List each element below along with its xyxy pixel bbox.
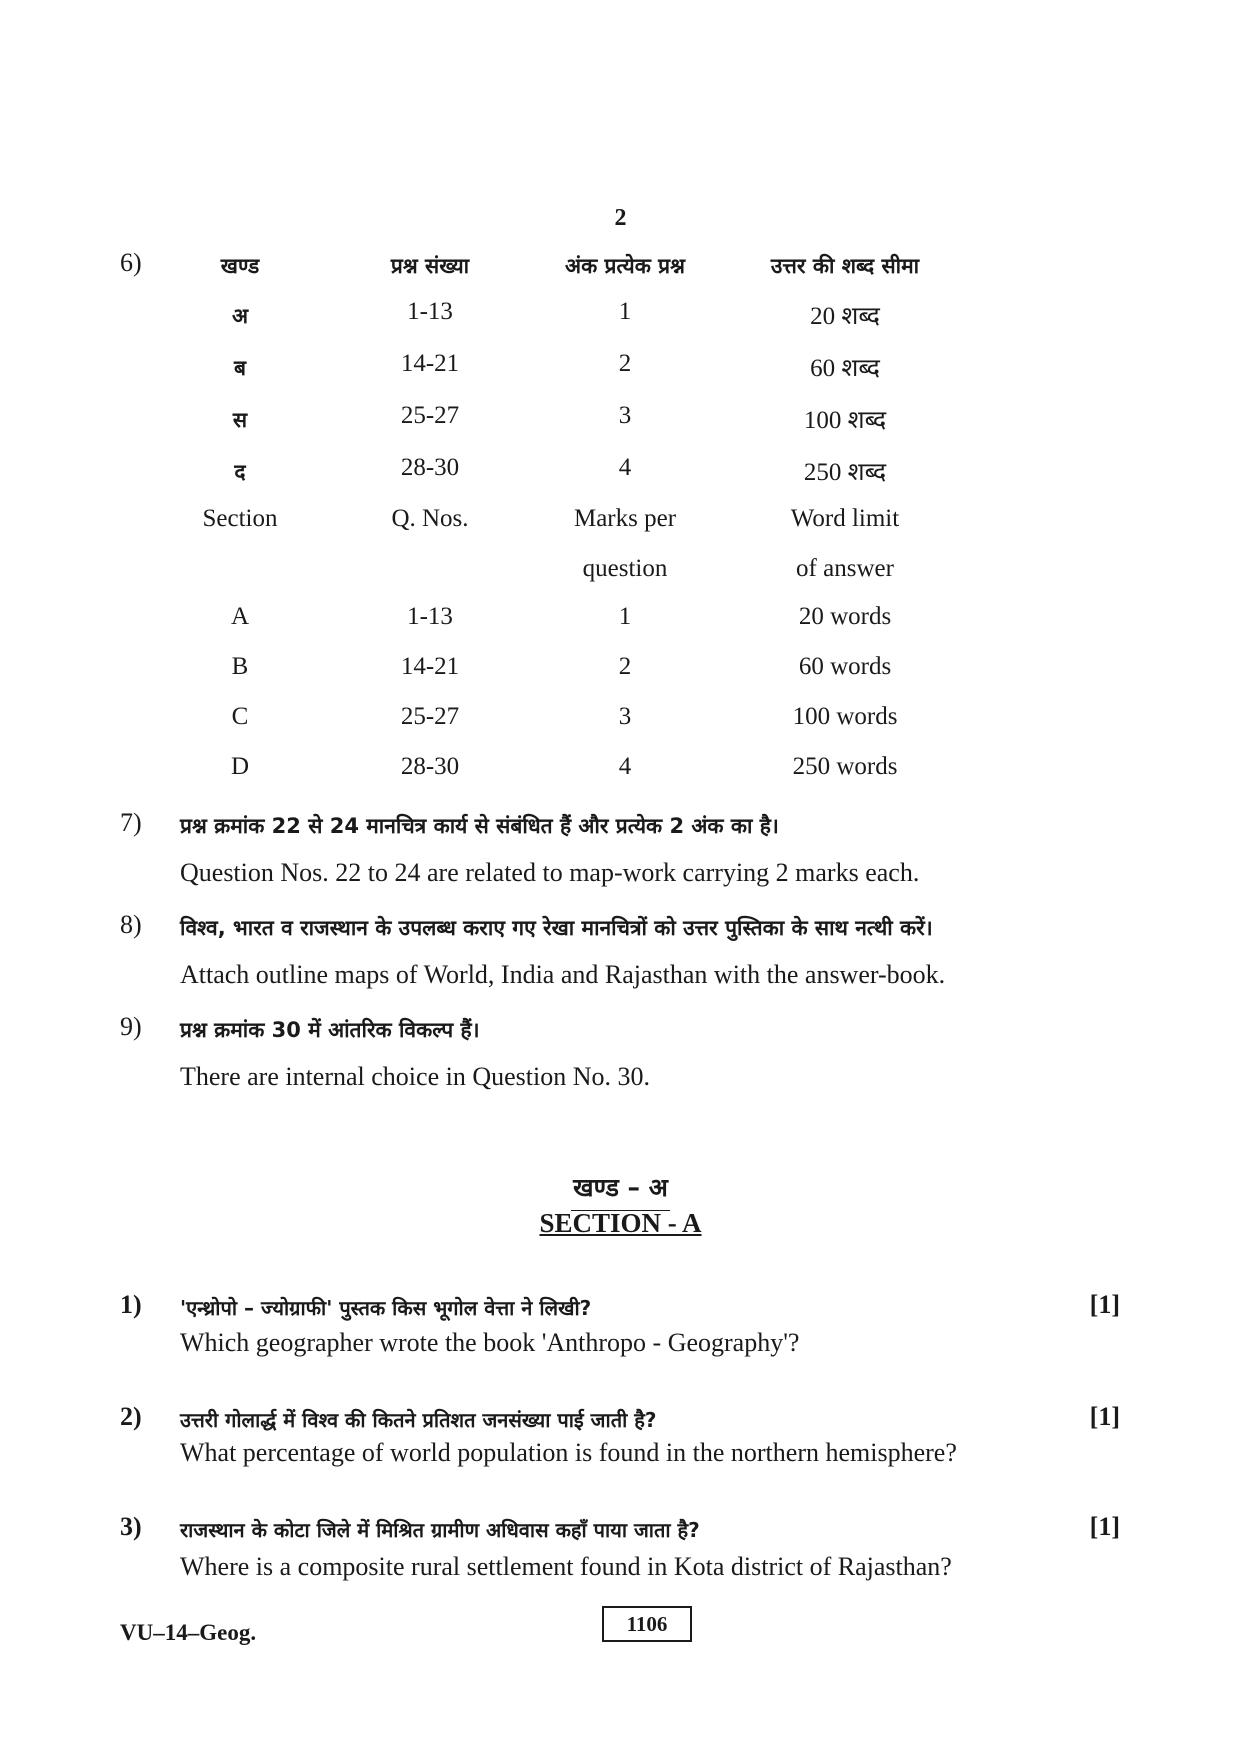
table-cell: 3 [618, 703, 632, 730]
header-hi-qnos: प्रश्न संख्या [390, 254, 470, 278]
page-number: 2 [614, 205, 627, 231]
table-cell: B [231, 653, 249, 680]
header-en-section: Section [202, 505, 278, 532]
question-marks: [1] [1089, 1290, 1120, 1319]
instruction-9-hindi: प्रश्न क्रमांक 30 में आंतरिक विकल्प हैं। [180, 1018, 480, 1042]
instruction-7-number: 7) [120, 808, 142, 837]
table-cell: 20 words [798, 603, 892, 630]
header-en-wordlimit: Word limit [790, 505, 900, 532]
table-cell: A [230, 603, 250, 630]
table-cell: D [230, 753, 250, 780]
table-cell: 14-21 [400, 350, 460, 377]
question-number: 3) [120, 1512, 142, 1541]
instruction-7-english: Question Nos. 22 to 24 are related to map-work carrying 2 marks each. [180, 858, 920, 887]
question-hindi: राजस्थान के कोटा जिले में मिश्रित ग्रामीण अधिवास कहाँ पाया जाता है? [180, 1518, 700, 1542]
table-cell: 4 [618, 454, 632, 481]
section-heading-english: SECTION - A [539, 1208, 702, 1238]
table-cell: 1 [618, 298, 632, 325]
question-hindi: उत्तरी गोलार्द्ध में विश्व की कितने प्रतिशत जनसंख्या पाई जाती है? [180, 1408, 657, 1432]
table-cell: 1-13 [407, 603, 453, 630]
table-cell: 25-27 [400, 402, 460, 429]
table-cell: 1-13 [407, 298, 453, 325]
table-cell: 20 शब्द [810, 303, 880, 330]
table-cell: ब [234, 356, 246, 380]
header-en-wordlimit-line2: of answer [796, 555, 894, 582]
question-english: What percentage of world population is found in the northern hemisphere? [180, 1438, 957, 1467]
header-hi-wordlimit: उत्तर की शब्द सीमा [770, 254, 920, 278]
question-hindi: 'एन्थ्रोपो – ज्योग्राफी' पुस्तक किस भूगोल वेत्ता ने लिखी? [180, 1296, 592, 1320]
table-cell: 250 शब्द [803, 459, 887, 486]
instruction-8-hindi: विश्व, भारत व राजस्थान के उपलब्ध कराए गए रेखा मानचित्रों को उत्तर पुस्तिका के साथ नत्थी करें। [180, 916, 933, 940]
table-cell: 4 [618, 753, 632, 780]
question-english: Where is a composite rural settlement found in Kota district of Rajasthan? [180, 1552, 952, 1581]
table-cell: 250 words [792, 753, 898, 780]
paper-code: VU–14–Geog. [120, 1620, 257, 1645]
question-english: Which geographer wrote the book 'Anthropo - Geography'? [180, 1328, 800, 1357]
header-en-marks: Marks per [573, 505, 677, 532]
header-hi-section: खण्ड [220, 254, 260, 278]
question-number: 1) [120, 1290, 142, 1319]
instruction-9-number: 9) [120, 1012, 142, 1041]
table-cell: 14-21 [400, 653, 460, 680]
table-cell: 28-30 [400, 753, 460, 780]
section-heading-hindi: खण्ड – अ [0, 1170, 1241, 1211]
table-cell: 25-27 [400, 703, 460, 730]
instruction-7-hindi: प्रश्न क्रमांक 22 से 24 मानचित्र कार्य से संबंधित हैं और प्रत्येक 2 अंक का है। [180, 814, 779, 838]
instruction-8-number: 8) [120, 910, 142, 939]
table-cell: 1 [618, 603, 632, 630]
table-cell: अ [231, 304, 249, 328]
table-cell: स [232, 408, 248, 432]
question-marks: [1] [1089, 1512, 1120, 1541]
table-cell: 60 शब्द [810, 355, 880, 382]
table-cell: 100 शब्द [803, 407, 887, 434]
instruction-6-number: 6) [120, 248, 142, 277]
header-hi-marks: अंक प्रत्येक प्रश्न [565, 254, 685, 278]
table-cell: 2 [618, 653, 632, 680]
table-cell: 2 [618, 350, 632, 377]
table-cell: द [234, 460, 246, 484]
table-cell: 60 words [798, 653, 892, 680]
question-number: 2) [120, 1402, 142, 1431]
header-en-qnos: Q. Nos. [391, 505, 469, 532]
table-cell: C [231, 703, 249, 730]
header-en-marks-line2: question [582, 555, 668, 582]
table-cell: 28-30 [400, 454, 460, 481]
table-cell: 100 words [792, 703, 898, 730]
paper-number-box: 1106 [602, 1606, 692, 1642]
question-marks: [1] [1089, 1402, 1120, 1431]
table-cell: 3 [618, 402, 632, 429]
instruction-8-english: Attach outline maps of World, India and Rajasthan with the answer-book. [180, 960, 946, 989]
instruction-9-english: There are internal choice in Question No. 30. [180, 1062, 650, 1091]
